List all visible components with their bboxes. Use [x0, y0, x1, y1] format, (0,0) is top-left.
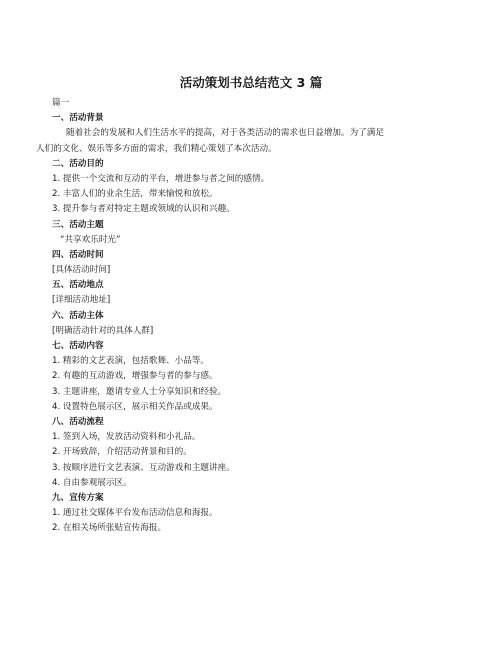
list-item: 2. 在相关场所张贴宣传海报。 — [52, 523, 167, 534]
list-item: 1. 精彩的文艺表演，包括歌舞、小品等。 — [52, 356, 210, 367]
section-heading-place: 五、活动地点 — [52, 280, 104, 291]
section-heading-theme: 三、活动主题 — [52, 219, 104, 230]
section-heading-promotion: 九、宣传方案 — [52, 492, 104, 503]
list-item: 1. 通过社交媒体平台发布活动信息和海报。 — [52, 508, 218, 519]
section-heading-background: 一、活动背景 — [52, 113, 104, 124]
section-heading-purpose: 二、活动目的 — [52, 158, 104, 169]
section-heading-process: 八、活动流程 — [52, 416, 104, 427]
background-paragraph-line: 人们的文化、娱乐等多方面的需求，我们精心策划了本次活动。 — [36, 143, 277, 154]
audience-value: [明确活动针对的具体人群] — [52, 325, 154, 336]
place-value: [详细活动地址] — [52, 295, 111, 306]
section-heading-content: 七、活动内容 — [52, 341, 104, 351]
list-item: 3. 主题讲座，邀请专业人士分享知识和经验。 — [52, 386, 227, 397]
document-body — [36, 96, 460, 536]
background-paragraph-line: 随着社会的发展和人们生活水平的提高，对于各类活动的需求也日益增加。为了满足 — [66, 128, 384, 139]
part-label: 篇一 — [52, 98, 70, 108]
theme-value: “共享欢乐时光” — [60, 234, 121, 245]
time-value: [具体活动时间] — [52, 265, 111, 276]
document-title: 活动策划书总结范文 3 篇 — [179, 75, 323, 90]
list-item: 4. 设置特色展示区，展示相关作品或成果。 — [52, 401, 218, 412]
section-heading-time: 四、活动时间 — [52, 249, 104, 260]
list-item: 2. 丰富人们的业余生活，带来愉悦和放松。 — [52, 189, 218, 200]
list-item: 3. 提升参与者对特定主题或领域的认识和兴趣。 — [52, 204, 235, 215]
list-item: 3. 按顺序进行文艺表演、互动游戏和主题讲座。 — [52, 462, 235, 473]
list-item: 4. 自由参观展示区。 — [52, 477, 132, 488]
list-item: 1. 签到入场，发放活动资料和小礼品。 — [52, 432, 201, 443]
section-heading-audience: 六、活动主体 — [52, 310, 104, 321]
list-item: 1. 提供一个交流和互动的平台，增进参与者之间的感情。 — [52, 173, 270, 184]
list-item: 2. 开场致辞，介绍活动背景和目的。 — [52, 447, 192, 458]
list-item: 2. 有趣的互动游戏，增强参与者的参与感。 — [52, 371, 218, 382]
